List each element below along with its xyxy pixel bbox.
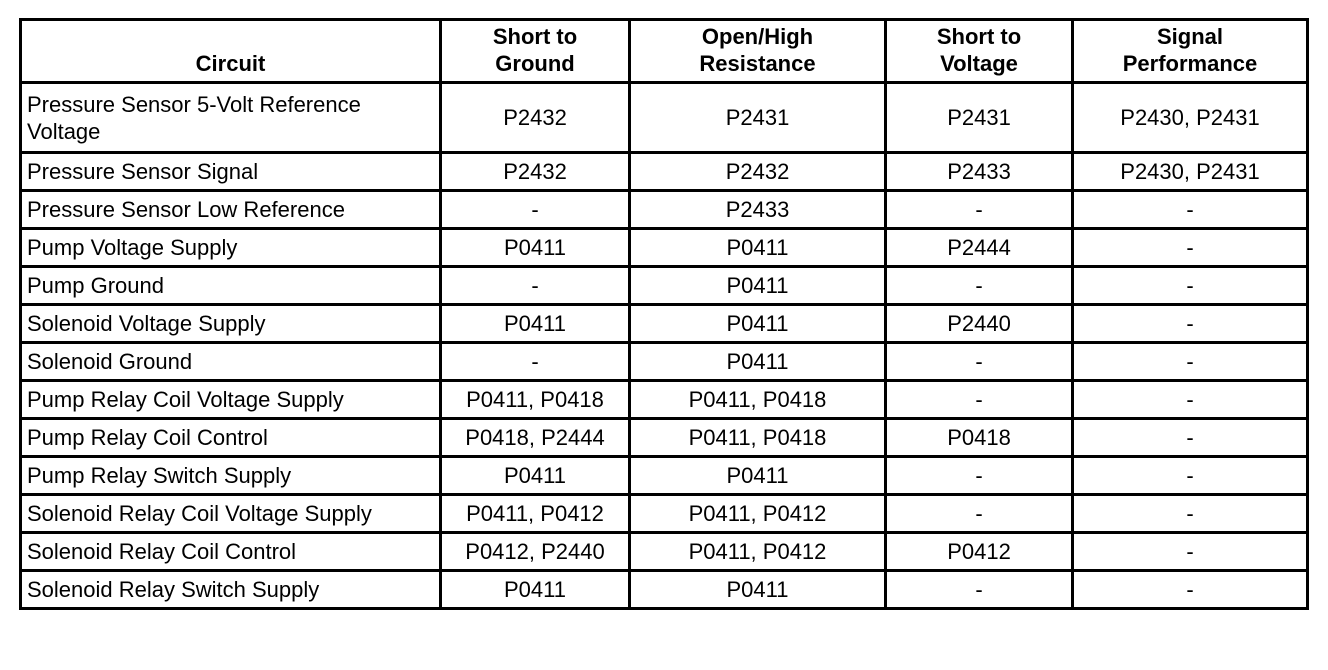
- cell-short-to-ground: -: [441, 267, 630, 305]
- cell-short-to-ground: -: [441, 191, 630, 229]
- table-row: [21, 83, 1308, 153]
- table-row: [21, 457, 1308, 495]
- cell-short-to-voltage: P0418: [886, 419, 1073, 457]
- table-header: [21, 20, 1308, 83]
- cell-short-to-ground: P0411: [441, 305, 630, 343]
- cell-circuit: Pump Relay Switch Supply: [21, 457, 441, 495]
- cell-short-to-ground: -: [441, 343, 630, 381]
- cell-short-to-voltage: P2444: [886, 229, 1073, 267]
- cell-circuit: Solenoid Voltage Supply: [21, 305, 441, 343]
- cell-open-high-resistance: P0411: [630, 457, 886, 495]
- cell-short-to-ground: P0411, P0412: [441, 495, 630, 533]
- table-row: [21, 419, 1308, 457]
- header-circuit: Circuit: [21, 20, 441, 83]
- cell-open-high-resistance: P0411, P0418: [630, 419, 886, 457]
- cell-short-to-voltage: -: [886, 191, 1073, 229]
- cell-open-high-resistance: P0411, P0412: [630, 495, 886, 533]
- cell-signal-performance: -: [1073, 305, 1308, 343]
- cell-signal-performance: -: [1073, 229, 1308, 267]
- cell-short-to-voltage: -: [886, 381, 1073, 419]
- cell-circuit: Pump Voltage Supply: [21, 229, 441, 267]
- cell-open-high-resistance: P0411: [630, 267, 886, 305]
- cell-short-to-voltage: -: [886, 457, 1073, 495]
- cell-signal-performance: -: [1073, 381, 1308, 419]
- cell-short-to-voltage: P2431: [886, 83, 1073, 153]
- cell-signal-performance: -: [1073, 191, 1308, 229]
- cell-signal-performance: -: [1073, 267, 1308, 305]
- table-row: [21, 381, 1308, 419]
- dtc-circuit-table: [19, 18, 1309, 610]
- cell-circuit: Pump Relay Coil Control: [21, 419, 441, 457]
- cell-circuit: Pump Ground: [21, 267, 441, 305]
- header-signal-performance: Signal Performance: [1073, 20, 1308, 83]
- table-row: [21, 571, 1308, 609]
- cell-short-to-voltage: P2433: [886, 153, 1073, 191]
- cell-signal-performance: -: [1073, 571, 1308, 609]
- cell-open-high-resistance: P2432: [630, 153, 886, 191]
- cell-short-to-ground: P2432: [441, 153, 630, 191]
- cell-open-high-resistance: P0411: [630, 571, 886, 609]
- cell-short-to-voltage: -: [886, 495, 1073, 533]
- cell-circuit: Solenoid Relay Switch Supply: [21, 571, 441, 609]
- table-row: [21, 533, 1308, 571]
- table-row: [21, 343, 1308, 381]
- cell-signal-performance: -: [1073, 533, 1308, 571]
- cell-signal-performance: P2430, P2431: [1073, 83, 1308, 153]
- cell-short-to-voltage: -: [886, 267, 1073, 305]
- cell-open-high-resistance: P0411: [630, 343, 886, 381]
- cell-circuit: Solenoid Relay Coil Control: [21, 533, 441, 571]
- cell-short-to-voltage: P2440: [886, 305, 1073, 343]
- table-row: [21, 267, 1308, 305]
- cell-short-to-ground: P0411, P0418: [441, 381, 630, 419]
- cell-open-high-resistance: P0411, P0418: [630, 381, 886, 419]
- cell-circuit: Solenoid Relay Coil Voltage Supply: [21, 495, 441, 533]
- table-body: [21, 83, 1308, 609]
- cell-signal-performance: -: [1073, 457, 1308, 495]
- cell-open-high-resistance: P0411, P0412: [630, 533, 886, 571]
- header-short-to-voltage: Short to Voltage: [886, 20, 1073, 83]
- cell-short-to-ground: P0411: [441, 229, 630, 267]
- cell-signal-performance: -: [1073, 343, 1308, 381]
- table-row: [21, 191, 1308, 229]
- cell-signal-performance: -: [1073, 419, 1308, 457]
- cell-short-to-voltage: P0412: [886, 533, 1073, 571]
- cell-circuit: Pressure Sensor Signal: [21, 153, 441, 191]
- cell-open-high-resistance: P2431: [630, 83, 886, 153]
- table-row: [21, 153, 1308, 191]
- cell-signal-performance: P2430, P2431: [1073, 153, 1308, 191]
- cell-signal-performance: -: [1073, 495, 1308, 533]
- cell-short-to-ground: P0411: [441, 457, 630, 495]
- table-row: [21, 305, 1308, 343]
- cell-circuit: Pressure Sensor Low Reference: [21, 191, 441, 229]
- header-short-to-ground: Short to Ground: [441, 20, 630, 83]
- cell-short-to-ground: P2432: [441, 83, 630, 153]
- cell-circuit: Pressure Sensor 5-Volt Reference Voltage: [21, 83, 441, 153]
- table-row: [21, 229, 1308, 267]
- cell-circuit: Solenoid Ground: [21, 343, 441, 381]
- header-open-high-resistance: Open/High Resistance: [630, 20, 886, 83]
- cell-open-high-resistance: P2433: [630, 191, 886, 229]
- cell-short-to-ground: P0412, P2440: [441, 533, 630, 571]
- table-row: [21, 495, 1308, 533]
- cell-circuit: Pump Relay Coil Voltage Supply: [21, 381, 441, 419]
- cell-short-to-ground: P0411: [441, 571, 630, 609]
- header-row: [21, 20, 1308, 83]
- cell-short-to-voltage: -: [886, 571, 1073, 609]
- cell-open-high-resistance: P0411: [630, 229, 886, 267]
- cell-short-to-ground: P0418, P2444: [441, 419, 630, 457]
- cell-open-high-resistance: P0411: [630, 305, 886, 343]
- cell-short-to-voltage: -: [886, 343, 1073, 381]
